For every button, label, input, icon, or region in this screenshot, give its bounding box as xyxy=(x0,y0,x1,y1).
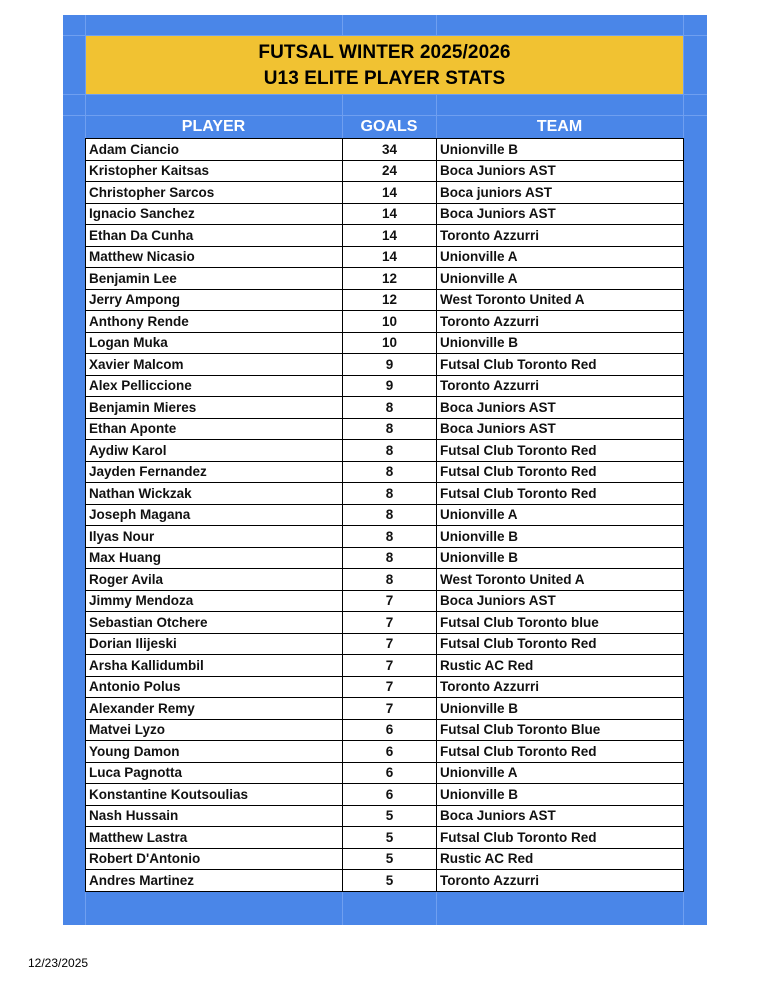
player-name-cell: Nathan Wickzak xyxy=(86,483,343,505)
player-name-cell: Xavier Malcom xyxy=(86,354,343,376)
team-name-cell: Toronto Azzurri xyxy=(437,870,684,892)
team-name-cell: Futsal Club Toronto Red xyxy=(437,440,684,462)
player-name-cell: Matthew Lastra xyxy=(86,827,343,849)
goals-cell: 9 xyxy=(343,354,437,376)
team-name-cell: Boca Juniors AST xyxy=(437,203,684,225)
team-name-cell: Futsal Club Toronto blue xyxy=(437,612,684,634)
team-name-cell: Toronto Azzurri xyxy=(437,676,684,698)
player-name-cell: Ilyas Nour xyxy=(86,526,343,548)
player-name-cell: Andres Martinez xyxy=(86,870,343,892)
player-name-cell: Konstantine Koutsoulias xyxy=(86,784,343,806)
table-row xyxy=(86,805,684,827)
team-name-cell: Boca Juniors AST xyxy=(437,590,684,612)
goals-cell: 8 xyxy=(343,526,437,548)
gridline xyxy=(63,94,707,95)
player-name-cell: Dorian Ilijeski xyxy=(86,633,343,655)
column-header-player: PLAYER xyxy=(181,118,246,135)
table-row xyxy=(86,461,684,483)
team-name-cell: Toronto Azzurri xyxy=(437,311,684,333)
goals-cell: 14 xyxy=(343,246,437,268)
goals-cell: 7 xyxy=(343,676,437,698)
goals-cell: 10 xyxy=(343,311,437,333)
goals-cell: 8 xyxy=(343,569,437,591)
table-row xyxy=(86,332,684,354)
goals-cell: 8 xyxy=(343,461,437,483)
player-name-cell: Aydiw Karol xyxy=(86,440,343,462)
player-name-cell: Alex Pelliccione xyxy=(86,375,343,397)
player-name-cell: Roger Avila xyxy=(86,569,343,591)
team-name-cell: Rustic AC Red xyxy=(437,848,684,870)
goals-cell: 8 xyxy=(343,418,437,440)
goals-cell: 14 xyxy=(343,225,437,247)
table-row xyxy=(86,246,684,268)
team-name-cell: Futsal Club Toronto Red xyxy=(437,483,684,505)
goals-cell: 8 xyxy=(343,483,437,505)
table-row xyxy=(86,870,684,892)
table-row xyxy=(86,397,684,419)
table-row xyxy=(86,676,684,698)
team-name-cell: Unionville B xyxy=(437,784,684,806)
table-row xyxy=(86,182,684,204)
team-name-cell: Boca Juniors AST xyxy=(437,397,684,419)
player-name-cell: Ethan Aponte xyxy=(86,418,343,440)
team-name-cell: Unionville B xyxy=(437,698,684,720)
player-name-cell: Jimmy Mendoza xyxy=(86,590,343,612)
spreadsheet-area xyxy=(63,15,707,925)
table-row xyxy=(86,526,684,548)
player-name-cell: Nash Hussain xyxy=(86,805,343,827)
team-name-cell: Toronto Azzurri xyxy=(437,225,684,247)
team-name-cell: Unionville B xyxy=(437,526,684,548)
player-name-cell: Matvei Lyzo xyxy=(86,719,343,741)
team-name-cell: Futsal Club Toronto Red xyxy=(437,461,684,483)
player-name-cell: Ignacio Sanchez xyxy=(86,203,343,225)
goals-cell: 6 xyxy=(343,741,437,763)
goals-cell: 12 xyxy=(343,268,437,290)
table-row xyxy=(86,160,684,182)
goals-cell: 9 xyxy=(343,375,437,397)
goals-cell: 8 xyxy=(343,547,437,569)
table-row xyxy=(86,375,684,397)
title-line-1: FUTSAL WINTER 2025/2026 xyxy=(258,42,511,63)
player-name-cell: Arsha Kallidumbil xyxy=(86,655,343,677)
player-name-cell: Adam Ciancio xyxy=(86,139,343,161)
goals-cell: 5 xyxy=(343,805,437,827)
table-row xyxy=(86,504,684,526)
team-name-cell: Unionville B xyxy=(437,332,684,354)
goals-cell: 7 xyxy=(343,633,437,655)
table-row xyxy=(86,784,684,806)
goals-cell: 7 xyxy=(343,698,437,720)
goals-cell: 24 xyxy=(343,160,437,182)
title-line-2: U13 ELITE PLAYER STATS xyxy=(263,68,506,89)
table-row xyxy=(86,848,684,870)
table-row xyxy=(86,268,684,290)
goals-cell: 6 xyxy=(343,784,437,806)
team-name-cell: West Toronto United A xyxy=(437,289,684,311)
column-header-team: TEAM xyxy=(536,118,583,135)
player-name-cell: Benjamin Lee xyxy=(86,268,343,290)
goals-cell: 34 xyxy=(343,139,437,161)
goals-cell: 5 xyxy=(343,848,437,870)
player-name-cell: Ethan Da Cunha xyxy=(86,225,343,247)
team-name-cell: Unionville B xyxy=(437,139,684,161)
player-name-cell: Young Damon xyxy=(86,741,343,763)
team-name-cell: Unionville A xyxy=(437,504,684,526)
goals-cell: 7 xyxy=(343,612,437,634)
team-name-cell: Futsal Club Toronto Red xyxy=(437,633,684,655)
column-header-goals: GOALS xyxy=(360,118,418,135)
team-name-cell: Unionville A xyxy=(437,246,684,268)
player-name-cell: Joseph Magana xyxy=(86,504,343,526)
table-row xyxy=(86,762,684,784)
goals-cell: 10 xyxy=(343,332,437,354)
team-name-cell: Boca Juniors AST xyxy=(437,805,684,827)
team-name-cell: Futsal Club Toronto Blue xyxy=(437,719,684,741)
team-name-cell: Boca juniors AST xyxy=(437,182,684,204)
team-name-cell: West Toronto United A xyxy=(437,569,684,591)
table-row xyxy=(86,440,684,462)
table-row xyxy=(86,311,684,333)
table-row xyxy=(86,569,684,591)
goals-cell: 14 xyxy=(343,182,437,204)
player-name-cell: Alexander Remy xyxy=(86,698,343,720)
print-date: 12/23/2025 xyxy=(28,956,89,970)
table-row xyxy=(86,354,684,376)
table-row xyxy=(86,590,684,612)
goals-cell: 8 xyxy=(343,397,437,419)
table-row xyxy=(86,289,684,311)
player-name-cell: Benjamin Mieres xyxy=(86,397,343,419)
player-name-cell: Robert D'Antonio xyxy=(86,848,343,870)
table-row xyxy=(86,547,684,569)
table-row xyxy=(86,633,684,655)
player-name-cell: Matthew Nicasio xyxy=(86,246,343,268)
team-name-cell: Toronto Azzurri xyxy=(437,375,684,397)
goals-cell: 12 xyxy=(343,289,437,311)
table-row xyxy=(86,139,684,161)
table-row xyxy=(86,612,684,634)
table-row xyxy=(86,719,684,741)
table-row xyxy=(86,225,684,247)
team-name-cell: Futsal Club Toronto Red xyxy=(437,827,684,849)
table-row xyxy=(86,203,684,225)
player-name-cell: Jayden Fernandez xyxy=(86,461,343,483)
player-name-cell: Christopher Sarcos xyxy=(86,182,343,204)
goals-cell: 8 xyxy=(343,440,437,462)
team-name-cell: Boca Juniors AST xyxy=(437,418,684,440)
team-name-cell: Unionville A xyxy=(437,762,684,784)
goals-cell: 8 xyxy=(343,504,437,526)
team-name-cell: Unionville B xyxy=(437,547,684,569)
player-name-cell: Jerry Ampong xyxy=(86,289,343,311)
player-name-cell: Logan Muka xyxy=(86,332,343,354)
player-name-cell: Max Huang xyxy=(86,547,343,569)
team-name-cell: Futsal Club Toronto Red xyxy=(437,354,684,376)
player-name-cell: Antonio Polus xyxy=(86,676,343,698)
goals-cell: 6 xyxy=(343,719,437,741)
team-name-cell: Rustic AC Red xyxy=(437,655,684,677)
team-name-cell: Unionville A xyxy=(437,268,684,290)
team-name-cell: Futsal Club Toronto Red xyxy=(437,741,684,763)
goals-cell: 6 xyxy=(343,762,437,784)
player-name-cell: Kristopher Kaitsas xyxy=(86,160,343,182)
player-name-cell: Sebastian Otchere xyxy=(86,612,343,634)
goals-cell: 7 xyxy=(343,655,437,677)
table-row xyxy=(86,698,684,720)
table-row xyxy=(86,418,684,440)
goals-cell: 5 xyxy=(343,827,437,849)
table-row xyxy=(86,827,684,849)
table-row xyxy=(86,655,684,677)
player-name-cell: Anthony Rende xyxy=(86,311,343,333)
goals-cell: 14 xyxy=(343,203,437,225)
goals-cell: 5 xyxy=(343,870,437,892)
table-row xyxy=(86,483,684,505)
title-banner xyxy=(86,36,683,94)
player-stats-table xyxy=(85,138,684,892)
player-name-cell: Luca Pagnotta xyxy=(86,762,343,784)
goals-cell: 7 xyxy=(343,590,437,612)
table-row xyxy=(86,741,684,763)
team-name-cell: Boca Juniors AST xyxy=(437,160,684,182)
